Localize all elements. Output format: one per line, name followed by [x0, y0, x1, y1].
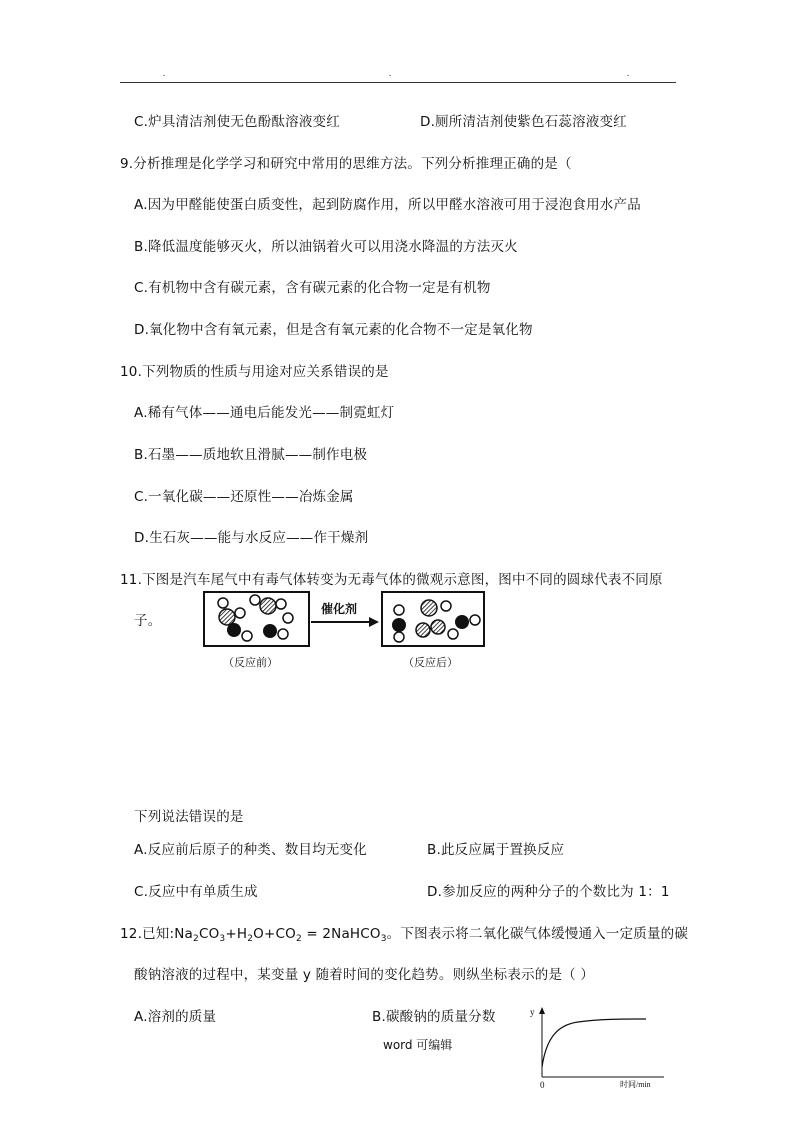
q9-stem: 9.分析推理是化学学习和研究中常用的思维方法。下列分析推理正确的是（	[120, 156, 572, 172]
q12-eq-part: CO	[198, 926, 220, 942]
hatched-atom	[431, 620, 445, 634]
white-atom	[242, 631, 252, 641]
q12-stem-cont: 酸钠溶液的过程中，某变量 y 随着时间的变化趋势。则纵坐标表示的是（ ）	[134, 967, 595, 983]
origin-label: 0	[540, 1080, 545, 1090]
q11-option-c: C.反应中有单质生成	[134, 884, 258, 900]
q11-option-d: D.参加反应的两种分子的个数比为 1：1	[427, 884, 670, 900]
y-axis-label: y	[530, 1007, 535, 1017]
q8-option-d: D.厕所清洁剂使紫色石蕊溶液变红	[420, 114, 627, 130]
black-atom	[455, 615, 469, 629]
arrow-head	[369, 617, 379, 627]
white-atom	[250, 595, 260, 605]
q12-stem	[120, 922, 688, 944]
q12-subscript: 2	[193, 934, 199, 944]
q12-subscript: 3	[219, 934, 226, 944]
q9-option-b: B.降低温度能够灭火，所以油锅着火可以用浇水降温的方法灭火	[134, 239, 518, 255]
trend-curve	[542, 1019, 646, 1067]
q12-subscript: 2	[247, 934, 254, 944]
q10-option-a: A.稀有气体——通电后能发光——制霓虹灯	[134, 405, 395, 421]
white-atom	[276, 599, 286, 609]
q12-stem-suffix: 。下图表示将二氧化碳气体缓慢通入一定质量的碳	[386, 926, 689, 942]
q11-prompt: 下列说法错误的是	[134, 809, 244, 825]
y-axis-arrow	[539, 1007, 545, 1014]
q12-eq-part: +H	[225, 926, 248, 942]
header-dot: .	[389, 68, 392, 78]
black-atom	[392, 618, 406, 632]
hatched-atom	[421, 600, 437, 616]
q10-option-b: B.石墨——质地软且滑腻——制作电极	[134, 447, 368, 463]
catalyst-label: 催化剂	[321, 602, 358, 616]
q12-eq-part: = 2NaHCO	[301, 926, 381, 942]
q12-eq-part: O+CO	[253, 926, 296, 942]
white-atom	[441, 601, 451, 611]
white-atom	[470, 615, 480, 625]
q12-option-b: B.碳酸钠的质量分数	[372, 1009, 496, 1025]
q11-option-b: B.此反应属于置换反应	[427, 842, 565, 858]
white-atom	[283, 613, 293, 623]
q10-option-c: C.一氧化碳——还原性——冶炼金属	[134, 489, 354, 505]
q12-option-a: A.溶剂的质量	[134, 1009, 217, 1025]
white-atom	[218, 598, 228, 608]
white-atom	[394, 632, 404, 642]
white-atom	[394, 605, 404, 615]
trend-graph	[528, 1005, 668, 1090]
white-atom	[278, 629, 288, 639]
hatched-atom	[219, 609, 235, 625]
q10-option-d: D.生石灰——能与水反应——作干燥剂	[134, 530, 369, 546]
q11-stem: 11.下图是汽车尾气中有毒气体转变为无毒气体的微观示意图，图中不同的圆球代表不同原	[120, 572, 663, 588]
q9-option-d: D.氧化物中含有氧元素，但是含有氧元素的化合物不一定是氧化物	[134, 322, 533, 338]
hatched-atom	[260, 598, 276, 614]
x-axis-label: 时间/min	[620, 1080, 651, 1089]
q12-stem-prefix: 12.已知:Na	[120, 926, 193, 942]
reaction-diagram	[203, 590, 493, 672]
q9-option-a: A.因为甲醛能使蛋白质变性，起到防腐作用，所以甲醛水溶液可用于浸泡食用水产品	[134, 197, 641, 213]
before-label: （反应前）	[223, 657, 278, 669]
q10-stem: 10.下列物质的性质与用途对应关系错误的是	[120, 364, 389, 380]
q11-option-a: A.反应前后原子的种类、数目均无变化	[134, 842, 367, 858]
footer-text: word 可编辑	[383, 1038, 453, 1052]
q12-subscript: 3	[380, 934, 387, 944]
header-rule	[120, 82, 676, 83]
black-atom	[227, 623, 241, 637]
header-dot: .	[627, 68, 630, 78]
q8-option-c: C.炉具清洁剂使无色酚酞溶液变红	[134, 114, 340, 130]
hatched-atom	[416, 623, 430, 637]
q9-option-c: C.有机物中含有碳元素，含有碳元素的化合物一定是有机物	[134, 280, 491, 296]
white-atom	[235, 608, 245, 618]
q11-stem-cont: 子。	[134, 613, 162, 629]
header-dot: .	[163, 68, 166, 78]
white-atom	[448, 629, 458, 639]
black-atom	[263, 624, 277, 638]
q12-subscript: 2	[295, 934, 302, 944]
after-label: （反应后）	[403, 657, 458, 669]
